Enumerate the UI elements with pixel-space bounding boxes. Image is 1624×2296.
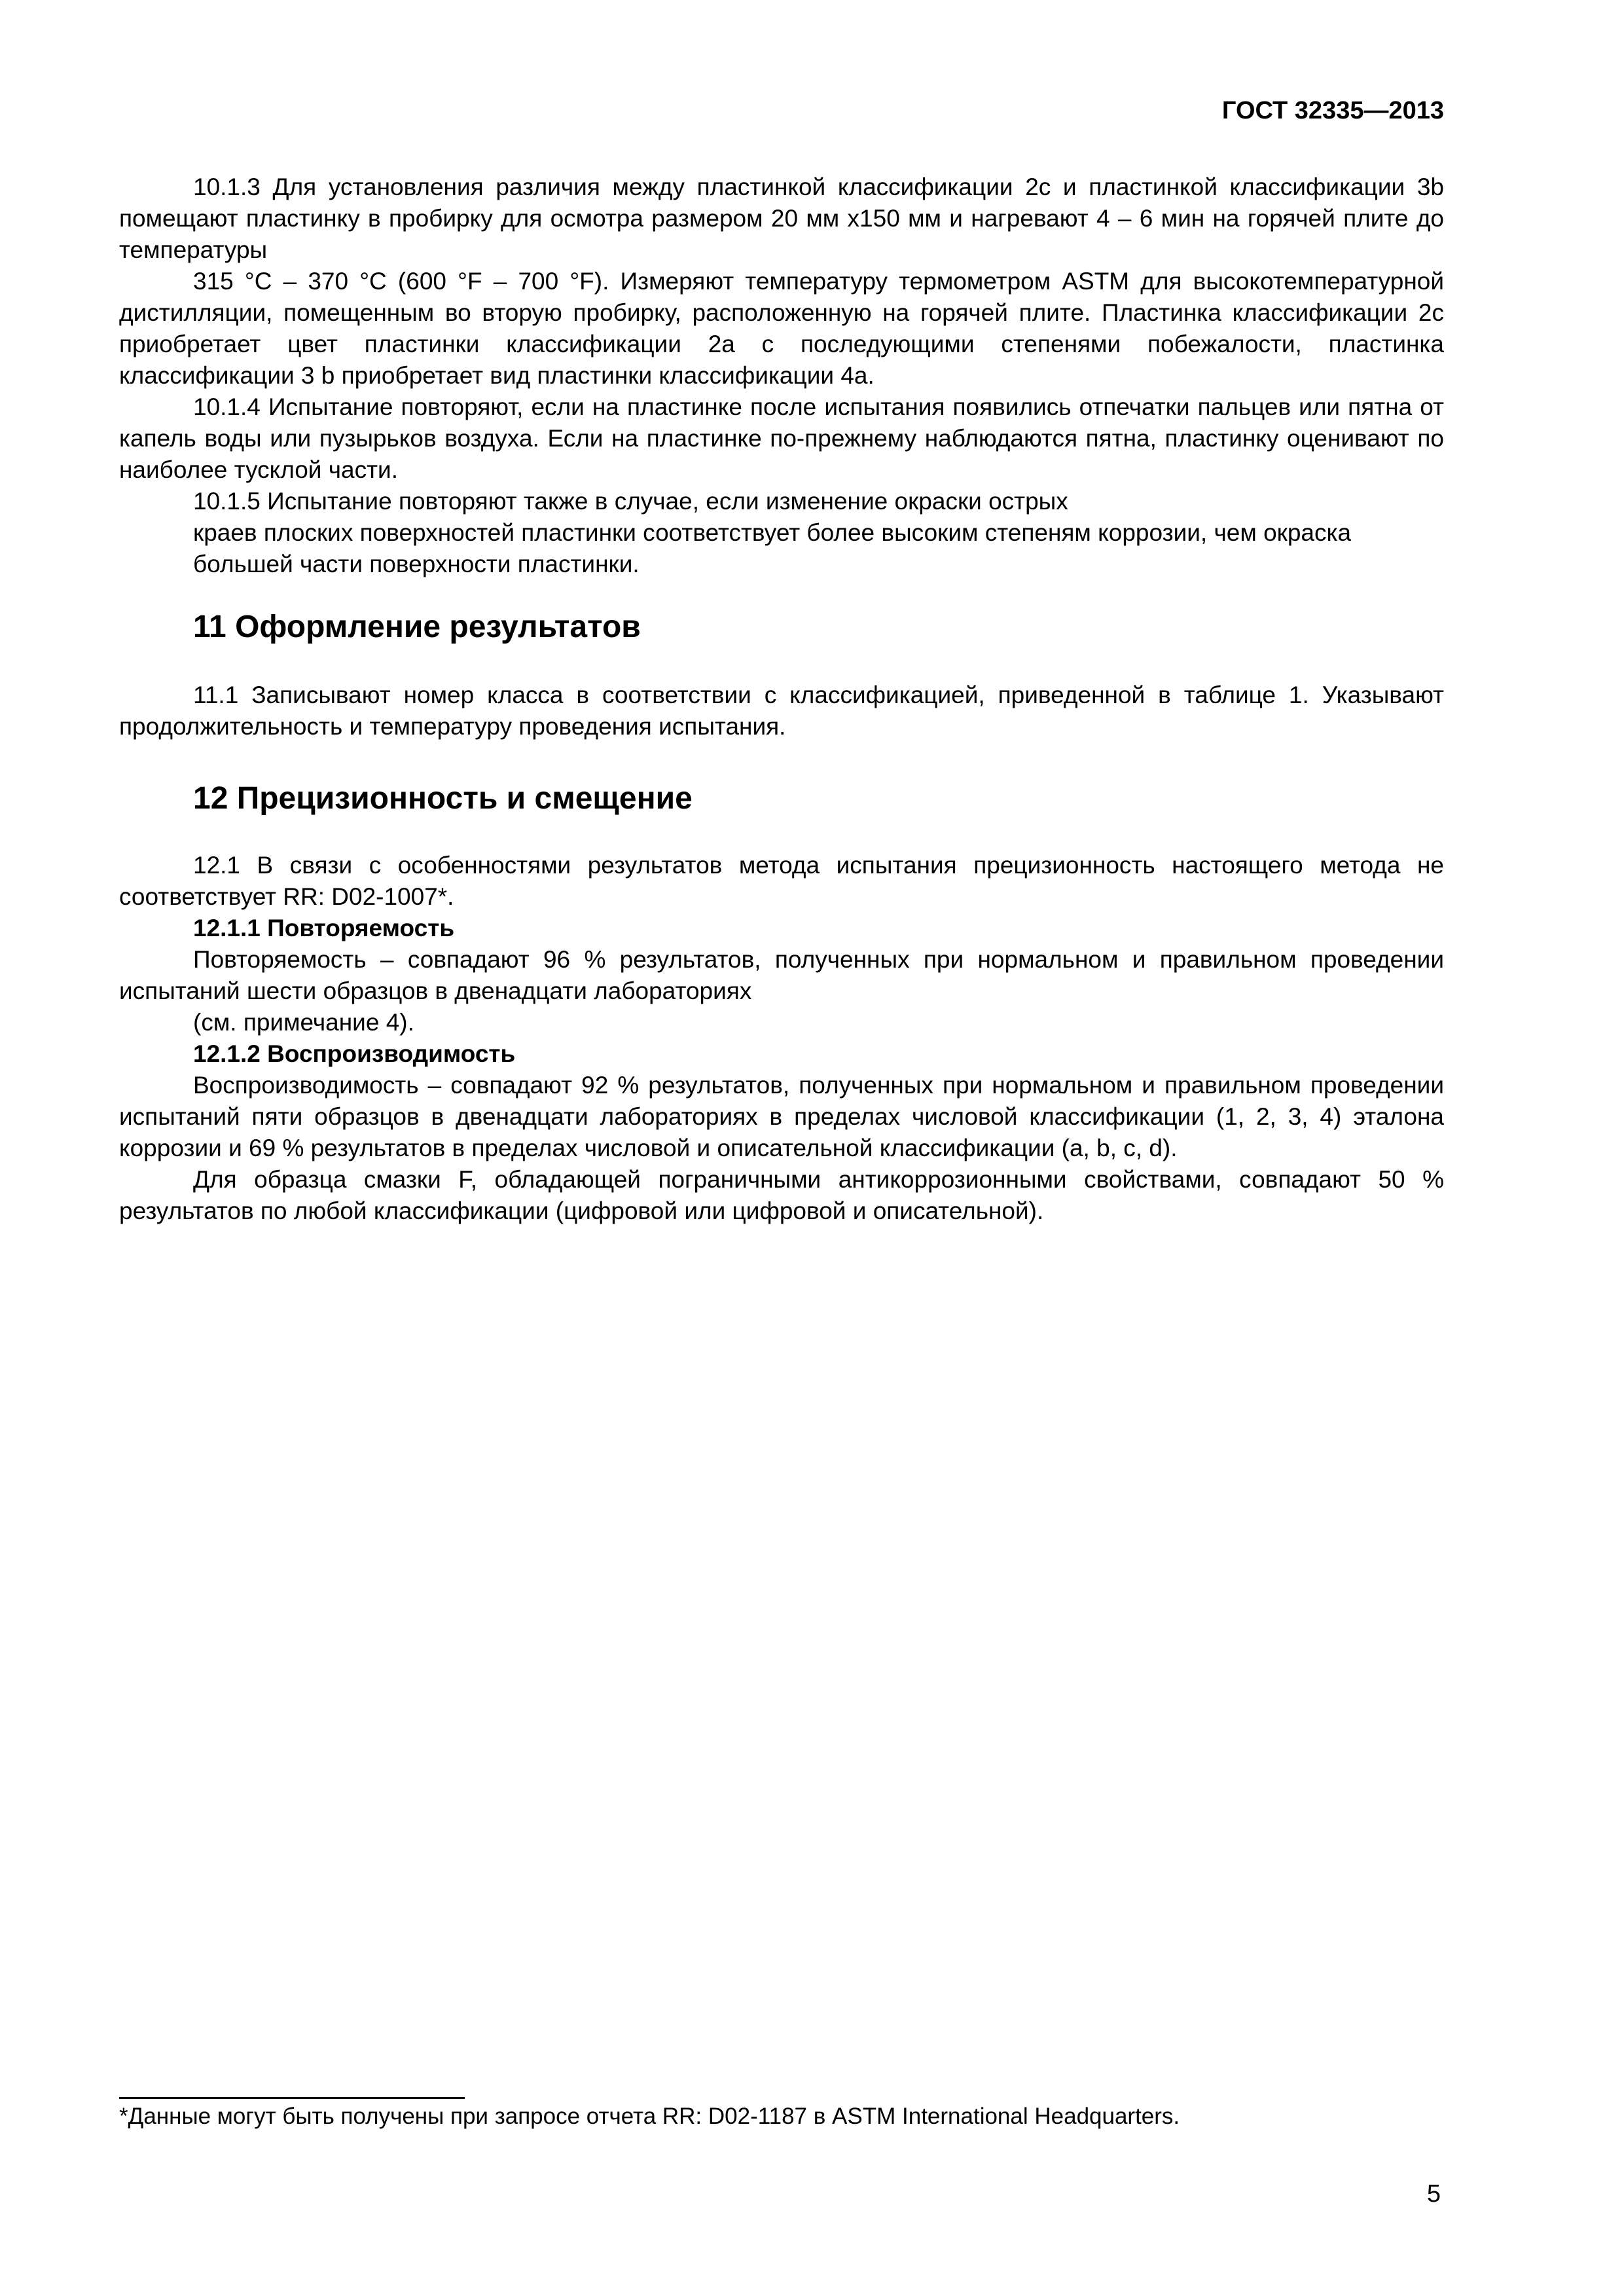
subheading-12-1-2: 12.1.2 Воспроизводимость xyxy=(193,1040,516,1067)
paragraph-12-1: 12.1 В связи с особенностями результатов метода испытания прецизионность настоящего метода не соответствует RR: D02-1007*. xyxy=(119,852,1444,910)
paragraph-11-1: 11.1 Записывают номер класса в соответствии с классификацией, приведенной в таблице 1. Указывают продолжительность и температуру проведения испытания. xyxy=(119,682,1444,740)
paragraph-10-1-5: 10.1.5 Испытание повторяют также в случае, если изменение окраски острых xyxy=(193,488,1068,515)
paragraph-12-1-1-continued: (см. примечание 4). xyxy=(193,1009,414,1036)
footnote: *Данные могут быть получены при запросе отчета RR: D02-1187 в ASTM International Headquarters. xyxy=(119,2104,1180,2129)
paragraph-10-1-3-continued: 315 °C – 370 °C (600 °F – 700 °F). Измеряют температуру термометром ASTM для высокотемпературной дистилляции, помещенным во вторую пробирку, расположенную на горячей плите. Пластинка классификации 2с приобретает цвет пластинки классификации 2а с последующими степенями побежалости, пластинка классификации 3 b приобретает вид пластинки классификации 4а. xyxy=(119,268,1444,389)
paragraph-12-1-2-grease-f: Для образца смазки F, обладающей пограничными антикоррозионными свойствами, совпадают 50 % результатов по любой классификации (цифровой или цифровой и описательной). xyxy=(119,1166,1444,1224)
subheading-12-1-1: 12.1.1 Повторяемость xyxy=(193,915,455,941)
main-content xyxy=(119,172,1444,1227)
section-heading-12: 12 Прецизионность и смещение xyxy=(193,781,693,816)
section-heading-11: 11 Оформление результатов xyxy=(193,610,641,644)
paragraph-10-1-3: 10.1.3 Для установления различия между пластинкой классификации 2с и пластинкой классификации 3b помещают пластинку в пробирку для осмотра размером 20 мм х150 мм и нагревают 4 – 6 мин на горячей плите до температуры xyxy=(119,173,1444,263)
footnote-divider xyxy=(119,2097,465,2099)
paragraph-12-1-1: Повторяемость – совпадают 96 % результатов, полученных при нормальном и правильном проведении испытаний шести образцов в двенадцати лабораториях xyxy=(119,946,1444,1004)
page-number: 5 xyxy=(1426,2180,1441,2208)
paragraph-10-1-5-continued: краев плоских поверхностей пластинки соответствует более высоким степеням коррозии, чем окраска большей части поверхности пластинки. xyxy=(193,519,1352,577)
document-code-header: ГОСТ 32335—2013 xyxy=(1221,97,1444,124)
paragraph-12-1-2: Воспроизводимость – совпадают 92 % результатов, полученных при нормальном и правильном проведении испытаний пяти образцов в двенадцати лабораториях в пределах числовой классификации (1, 2, 3, 4) эталона коррозии и 69 % результатов в пределах числовой и описательной классификации (a, b, c, d). xyxy=(119,1072,1444,1161)
paragraph-10-1-4: 10.1.4 Испытание повторяют, если на пластинке после испытания появились отпечатки пальцев или пятна от капель воды или пузырьков воздуха. Если на пластинке по-прежнему наблюдаются пятна, пластинку оценивают по наиболее тусклой части. xyxy=(119,393,1444,483)
